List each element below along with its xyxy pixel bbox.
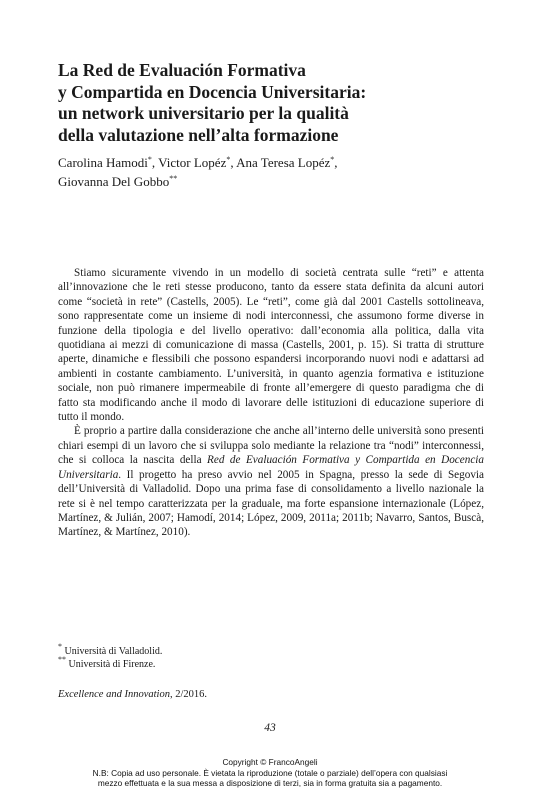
journal-name: Excellence and Innovation bbox=[58, 689, 170, 700]
copyright-line: N.B: Copia ad uso personale. È vietata la riproduzione (totale o parziale) dell’opera con qualsiasi bbox=[92, 767, 448, 778]
footnote-text: Università di Valladolid. bbox=[62, 646, 163, 657]
footnote-text: Università di Firenze. bbox=[66, 659, 156, 670]
author-line bbox=[58, 153, 498, 172]
journal-issue: , 2/2016. bbox=[169, 689, 207, 700]
footnotes bbox=[58, 642, 484, 671]
article-body bbox=[58, 266, 484, 540]
author-line bbox=[58, 172, 498, 191]
author-name: , Ana Teresa Lopéz bbox=[230, 155, 331, 170]
network-name: Red de Evaluación Formativa y Compartida en Docencia Universitaria bbox=[58, 454, 484, 481]
footnote-marker: * bbox=[58, 642, 62, 651]
page-number: 43 bbox=[264, 722, 276, 734]
title-line: un network universitario per la qualità bbox=[58, 103, 349, 123]
author-name: Giovanna Del Gobbo bbox=[58, 174, 170, 189]
author-name: , Victor Lopéz bbox=[151, 155, 227, 170]
author-separator: , bbox=[334, 155, 338, 170]
copyright-line: Copyright © FrancoAngeli bbox=[222, 757, 318, 767]
body-paragraph: Stiamo sicuramente vivendo in un modello di società centrata sulle “reti” e attenta all’innovazione che le reti stesse producono, tanto da essere stata definita da alcuni autori come “società in rete” (Castells, 2005). Le “reti”, come già dal 2001 Castells sottolineava, sono rappresentate come un insieme di nodi interconnessi, che assumono forme diverse in funzione della tipologia e del livello operativo: dall’economia alla politica, dalla vita quotidiana ai mezzi di comunicazione di massa (Castells, 2001, p. 15). Si tratta di strutture aperte, dinamiche e flessibili che possono espandersi incorporando nuovi nodi e adattarsi ad ambienti in costante cambiamento. L’università, in quanto agenzia formativa e istituzione sociale, non può rimanere impermeabile di fronte all’emergere di questo paradigma che di fatto sta modificando anche il modo di lavorare delle istituzioni di educazione superiore di tutto il mondo. bbox=[58, 267, 484, 424]
footnote-marker: * bbox=[226, 155, 231, 164]
journal-citation bbox=[58, 689, 207, 700]
author-list bbox=[58, 153, 498, 191]
article-title bbox=[58, 60, 498, 146]
copyright-line: mezzo effettuata e la sua messa a disposizione di terzi, sia in forma gratuita sia a pagamento. bbox=[97, 778, 443, 788]
title-line: della valutazione nell’alta formazione bbox=[58, 124, 339, 145]
copyright-notice bbox=[0, 757, 540, 789]
title-line: La Red de Evaluación Formativa bbox=[58, 60, 306, 80]
paragraph-text: È proprio a partire dalla considerazione che anche all’interno delle università sono presenti chiari esempi di un lavoro che si sviluppa solo mediante la relazione tra “nodi” interconnessi, che si colloca la nascita della bbox=[58, 425, 484, 467]
paragraph-text: . Il progetto ha preso avvio nel 2005 in Spagna, presso la sede di Segovia dell’Università di Valladolid. Dopo una prima fase di consolidamento a livello nazionale la rete si è nel tempo caratterizzata per la graduale, ma forte espansione internazionale (López, Martínez, & Julián, 2007; Hamodí, 2014; López, 2009, 2011a; 2011b; Navarro, Santos, Buscà, Martínez, & Martínez, 2010). bbox=[58, 468, 484, 539]
footnote bbox=[58, 642, 484, 658]
body-paragraph bbox=[58, 424, 484, 539]
footnote bbox=[58, 655, 484, 671]
footnote-marker: * bbox=[147, 155, 152, 164]
title-line: y Compartida en Docencia Universitaria: bbox=[58, 81, 367, 102]
author-name: Carolina Hamodi bbox=[58, 155, 148, 170]
footnote-marker: ** bbox=[58, 655, 66, 664]
footnote-marker: * bbox=[330, 155, 335, 164]
footnote-marker: ** bbox=[169, 174, 178, 183]
